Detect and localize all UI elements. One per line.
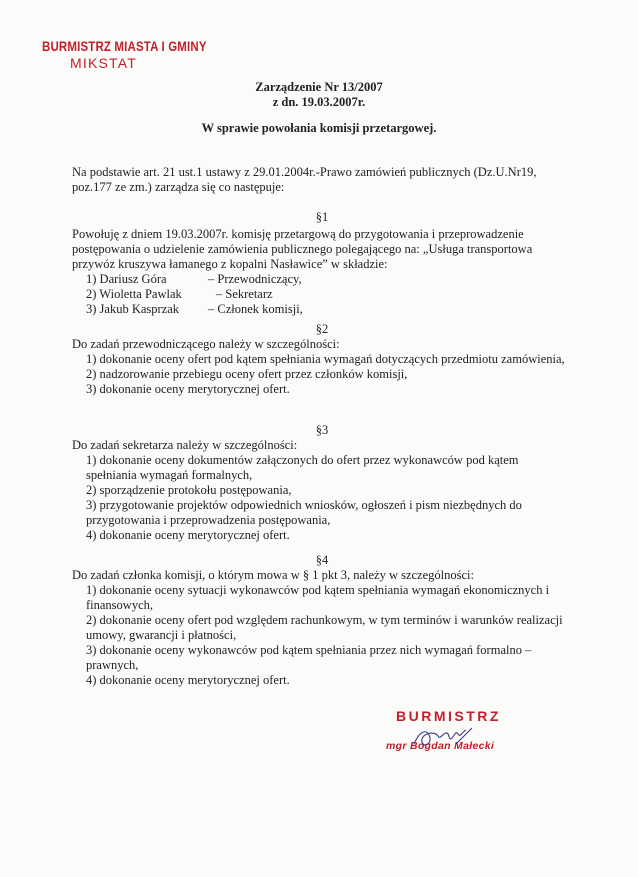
signature-title: BURMISTRZ: [396, 708, 501, 724]
list-item: 4) dokonanie oceny merytorycznej ofert.: [86, 673, 290, 687]
document-title: Zarządzenie Nr 13/2007: [255, 80, 383, 94]
list-item: 1) dokonanie oceny ofert pod kątem spełniania wymagań dotyczących przedmiotu zamówienia,: [86, 352, 565, 366]
section-3: [72, 423, 572, 543]
section-2: [72, 322, 572, 397]
member-name: 2) Wioletta Pawlak: [86, 287, 182, 301]
list-item: 2) sporządzenie protokołu postępowania,: [86, 483, 292, 497]
list-item: 1) dokonanie oceny dokumentów załączonych do ofert przez wykonawców pod kątem spełniania wymagań formalnych,: [86, 453, 519, 482]
section-1-heading: §1: [315, 210, 329, 224]
list-item: 1) dokonanie oceny sytuacji wykonawców pod kątem spełniania wymagań ekonomicznych i finansowych,: [86, 583, 550, 612]
stamp-line-2: MIKSTAT: [70, 55, 137, 71]
member-row: [72, 302, 572, 317]
member-role: – Przewodniczący,: [208, 272, 302, 286]
section-1-text: Powołuję z dniem 19.03.2007r. komisję przetargową do przygotowania i przeprowadzenie postępowania o udzielenie zamówienia publicznego polegającego na: „Usługa transportowa przywóz kruszywa łamanego z kopalni Nasławice” w składzie:: [72, 227, 533, 271]
handwritten-signature: [410, 724, 480, 752]
member-role: – Sekretarz: [216, 287, 273, 301]
list-item: 4) dokonanie oceny merytorycznej ofert.: [86, 528, 290, 542]
document-header: [0, 80, 638, 110]
intro-paragraph: [72, 165, 572, 195]
office-stamp: [40, 38, 207, 71]
section-2-lead: Do zadań przewodniczącego należy w szczególności:: [72, 337, 340, 351]
member-row: [72, 287, 572, 302]
section-4-lead: Do zadań członka komisji, o którym mowa w § 1 pkt 3, należy w szczególności:: [72, 568, 474, 582]
list-item: 2) nadzorowanie przebiegu oceny ofert przez członków komisji,: [86, 367, 408, 381]
member-name: 1) Dariusz Góra: [86, 272, 167, 286]
section-4: [72, 553, 572, 688]
signatory-name: mgr Bogdan Małecki: [386, 740, 495, 752]
list-item: 3) dokonanie oceny merytorycznej ofert.: [86, 382, 290, 396]
list-item: 3) przygotowanie projektów odpowiednich wniosków, ogłoszeń i pism niezbędnych do przygotowania i przeprowadzenia postępowania,: [86, 498, 522, 527]
member-name: 3) Jakub Kasprzak: [86, 302, 180, 316]
section-3-lead: Do zadań sekretarza należy w szczególności:: [72, 438, 298, 452]
document-subject: W sprawie powołania komisji przetargowej.: [201, 121, 437, 135]
list-item: 3) dokonanie oceny wykonawców pod kątem spełniania przez nich wymagań formalno – prawnych,: [86, 643, 532, 672]
document-date: z dn. 19.03.2007r.: [272, 95, 366, 109]
list-item: 2) dokonanie oceny ofert pod względem rachunkowym, w tym terminów i warunków realizacji umowy, gwarancji i płatności,: [86, 613, 563, 642]
section-1: [72, 210, 572, 317]
section-4-heading: §4: [315, 553, 329, 567]
member-row: [72, 272, 572, 287]
stamp-line-1: BURMISTRZ MIASTA I GMINY: [42, 38, 207, 54]
signature-block: [370, 708, 530, 752]
section-2-heading: §2: [315, 322, 329, 336]
member-role: – Członek komisji,: [208, 302, 303, 316]
section-3-heading: §3: [315, 423, 329, 437]
intro-text: Na podstawie art. 21 ust.1 ustawy z 29.01.2004r.-Prawo zamówień publicznych (Dz.U.Nr19, poz.177 ze zm.) zarządza się co następuje:: [72, 165, 537, 194]
